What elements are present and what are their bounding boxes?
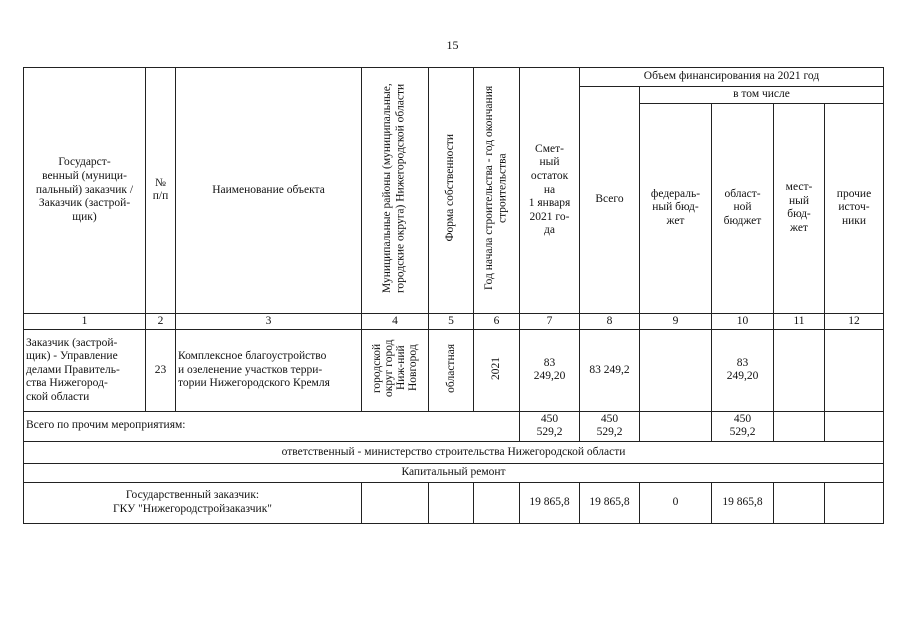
gov-total: 19 865,8 [580, 482, 640, 523]
col-number: 1 [24, 313, 146, 330]
column-number-row [24, 313, 884, 330]
object-other [825, 330, 884, 412]
total-estimate: 450 529,2 [520, 411, 580, 441]
object-name: Комплексное благоустройство и озеленение участков терри- тории Нижегородского Кремля [176, 330, 362, 412]
header-local: мест- ный бюд- жет [774, 103, 825, 313]
gov-customer-label: Государственный заказчик: ГКУ "Нижегородстройзаказчик" [24, 482, 362, 523]
header-funding-title: Объем финансирования на 2021 год [580, 68, 884, 87]
object-ownership: областная [429, 330, 474, 412]
gov-federal: 0 [640, 482, 712, 523]
gov-regional: 19 865,8 [712, 482, 774, 523]
total-federal [640, 411, 712, 441]
header-ownership: Форма собственности [429, 68, 474, 314]
col-number: 2 [146, 313, 176, 330]
section-title: Капитальный ремонт [24, 463, 884, 482]
gov-district [362, 482, 429, 523]
gov-ownership [429, 482, 474, 523]
header-other: прочие источ- ники [825, 103, 884, 313]
object-district: городской округ город Ниж-ний Новгород [362, 330, 429, 412]
table-row-object [24, 330, 884, 412]
object-federal [640, 330, 712, 412]
total-sum: 450 529,2 [580, 411, 640, 441]
col-number: 5 [429, 313, 474, 330]
header-customer: Государст- венный (муници- пальный) заказчик / Заказчик (застрой- щик) [24, 68, 146, 314]
header-object-name: Наименование объекта [176, 68, 362, 314]
gov-local [774, 482, 825, 523]
responsible-row: ответственный - министерство строительства Нижегородской области [24, 441, 884, 463]
page-number: 15 [446, 38, 459, 52]
gov-year [474, 482, 520, 523]
col-number: 4 [362, 313, 429, 330]
table-row-total [24, 411, 884, 441]
header-number: № п/п [146, 68, 176, 314]
gov-other [825, 482, 884, 523]
object-number: 23 [146, 330, 176, 412]
header-regional: област- ной бюджет [712, 103, 774, 313]
financing-table [23, 67, 884, 524]
total-regional: 450 529,2 [712, 411, 774, 441]
total-label: Всего по прочим мероприятиям: [24, 411, 520, 441]
total-local [774, 411, 825, 441]
table-row-gov-customer [24, 482, 884, 523]
header-districts: Муниципальные районы (муниципальные, городские округа) Нижегородской области [362, 68, 429, 314]
col-number: 9 [640, 313, 712, 330]
total-other [825, 411, 884, 441]
header-federal: федераль- ный бюд- жет [640, 103, 712, 313]
col-number: 7 [520, 313, 580, 330]
object-customer: Заказчик (застрой- щик) - Управление делами Правитель- ства Нижегород- ской области [24, 330, 146, 412]
object-total: 83 249,2 [580, 330, 640, 412]
col-number: 11 [774, 313, 825, 330]
object-estimate: 83 249,20 [520, 330, 580, 412]
col-number: 12 [825, 313, 884, 330]
gov-estimate: 19 865,8 [520, 482, 580, 523]
col-number: 8 [580, 313, 640, 330]
col-number: 6 [474, 313, 520, 330]
object-local [774, 330, 825, 412]
header-total: Всего [580, 87, 640, 314]
header-including: в том числе [640, 87, 884, 104]
header-estimate: Смет- ный остаток на 1 января 2021 го- да [520, 68, 580, 314]
object-regional: 83 249,20 [712, 330, 774, 412]
header-years: Год начала строительства - год окончания строительства [474, 68, 520, 314]
col-number: 10 [712, 313, 774, 330]
object-year: 2021 [474, 330, 520, 412]
col-number: 3 [176, 313, 362, 330]
